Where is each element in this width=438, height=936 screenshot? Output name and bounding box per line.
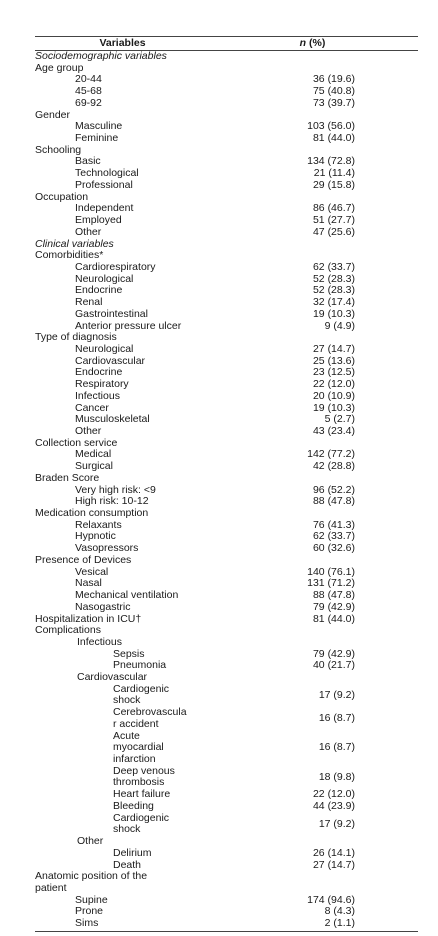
row-value: 79 (42.9) xyxy=(312,647,355,660)
row-label: Braden Score xyxy=(35,471,100,484)
row-value: 62 (33.7) xyxy=(312,530,355,543)
row-label: Complications xyxy=(35,624,101,637)
row-label: Gender xyxy=(35,108,71,121)
row-label: Employed xyxy=(75,214,122,227)
row-label: Anatomic position of the patient xyxy=(35,870,148,894)
row-label: Cardiovascular xyxy=(75,354,146,367)
row-label: Deep venous thrombosis xyxy=(113,764,175,789)
table-row xyxy=(35,766,418,789)
table-row xyxy=(35,918,418,930)
row-value: 42 (28.8) xyxy=(312,460,355,473)
row-label: Heart failure xyxy=(113,788,171,801)
row-value: 81 (44.0) xyxy=(312,612,355,625)
row-label: Endocrine xyxy=(75,284,123,297)
row-value: 134 (72.8) xyxy=(307,155,355,168)
row-label: Age group xyxy=(35,61,84,74)
header-percent: (%) xyxy=(306,37,326,49)
row-value: 16 (8.7) xyxy=(318,712,355,725)
row-label: Infectious xyxy=(75,389,120,402)
row-value: 142 (77.2) xyxy=(307,448,355,461)
row-value: 88 (47.8) xyxy=(312,589,355,602)
row-label: Presence of Devices xyxy=(35,553,132,566)
row-value: 43 (23.4) xyxy=(312,425,355,437)
table-row xyxy=(35,684,418,707)
row-value: 23 (12.5) xyxy=(312,366,355,379)
row-value: 75 (40.8) xyxy=(312,85,355,98)
row-label: Infectious xyxy=(77,635,122,648)
table-row xyxy=(35,731,418,766)
row-label: Comorbidities* xyxy=(35,249,104,262)
row-label: Vasopressors xyxy=(75,542,139,555)
row-label: Masculine xyxy=(75,120,123,133)
row-value: 27 (14.7) xyxy=(312,342,355,355)
row-value: 79 (42.9) xyxy=(312,600,355,613)
table-row xyxy=(35,391,418,403)
row-label: Acute myocardial infarction xyxy=(113,729,164,765)
row-value: 18 (9.8) xyxy=(318,770,355,783)
table-row xyxy=(35,227,418,239)
row-label: Prone xyxy=(75,905,104,918)
row-label: Cardiogenic shock xyxy=(113,811,170,836)
row-label: Sociodemographic variables xyxy=(35,50,167,62)
row-label: Other xyxy=(75,225,102,238)
row-label: Hypnotic xyxy=(75,530,116,543)
table-bottom-rule xyxy=(35,931,418,932)
row-value: 60 (32.6) xyxy=(312,542,355,555)
row-label: Bleeding xyxy=(113,800,154,812)
row-label: Occupation xyxy=(35,190,89,203)
table-row xyxy=(35,848,418,860)
row-value: 32 (17.4) xyxy=(312,296,355,309)
row-value: 103 (56.0) xyxy=(307,120,355,133)
row-label: 20-44 xyxy=(75,73,102,86)
row-value: 25 (13.6) xyxy=(312,354,355,367)
row-label: Technological xyxy=(75,167,139,180)
row-label: Medical xyxy=(75,448,112,461)
table-row xyxy=(35,602,418,614)
row-label: Cancer xyxy=(75,401,109,414)
row-value: 51 (27.7) xyxy=(312,214,355,227)
row-label: Mechanical ventilation xyxy=(75,589,179,602)
row-value: 44 (23.9) xyxy=(312,800,355,812)
table-row xyxy=(35,262,418,274)
row-label: Cardiogenic shock xyxy=(113,682,170,707)
row-label: Schooling xyxy=(35,143,82,156)
row-label: Death xyxy=(113,858,142,871)
table-row xyxy=(35,180,418,192)
row-label: Cardiorespiratory xyxy=(75,260,156,273)
row-value: 52 (28.3) xyxy=(312,272,355,285)
row-label: Vesical xyxy=(75,565,109,578)
row-value: 27 (14.7) xyxy=(312,858,355,871)
row-value: 29 (15.8) xyxy=(312,178,355,191)
table-row xyxy=(35,672,418,684)
row-value: 47 (25.6) xyxy=(312,225,355,238)
row-label: Neurological xyxy=(75,342,134,355)
row-label: Respiratory xyxy=(75,378,129,391)
row-label: Other xyxy=(77,835,104,848)
row-label: Relaxants xyxy=(75,518,122,531)
table-row xyxy=(35,344,418,356)
row-value: 96 (52.2) xyxy=(312,483,355,496)
row-value: 8 (4.3) xyxy=(324,905,355,918)
row-value: 140 (76.1) xyxy=(307,565,355,578)
row-label: Delirium xyxy=(113,846,152,859)
row-value: 17 (9.2) xyxy=(318,688,355,701)
row-value: 36 (19.6) xyxy=(312,73,355,86)
row-value: 20 (10.9) xyxy=(312,389,355,402)
row-label: Nasogastric xyxy=(75,600,131,613)
row-label: Musculoskeletal xyxy=(75,413,150,426)
table-row xyxy=(35,649,418,661)
row-value: 62 (33.7) xyxy=(312,260,355,273)
table-row xyxy=(35,508,418,520)
table-row xyxy=(35,309,418,321)
row-label: Anterior pressure ulcer xyxy=(75,319,182,332)
row-label: Independent xyxy=(75,202,134,215)
row-value: 22 (12.0) xyxy=(312,788,355,801)
table-row xyxy=(35,871,418,894)
row-label: Hospitalization in ICU† xyxy=(35,612,142,625)
row-label: Basic xyxy=(75,155,101,168)
row-label: Medication consumption xyxy=(35,507,149,520)
row-label: Sims xyxy=(75,917,99,930)
header-n: n xyxy=(299,37,307,49)
characteristics-table xyxy=(35,36,418,930)
row-value: 81 (44.0) xyxy=(312,132,355,145)
table-row xyxy=(35,836,418,848)
row-value: 73 (39.7) xyxy=(312,96,355,109)
row-value: 88 (47.8) xyxy=(312,495,355,508)
row-label: Renal xyxy=(75,296,103,309)
table-row xyxy=(35,707,418,730)
row-label: Endocrine xyxy=(75,366,123,379)
row-value: 76 (41.3) xyxy=(312,518,355,531)
row-label: High risk: 10-12 xyxy=(75,495,149,508)
row-value: 26 (14.1) xyxy=(312,846,355,859)
header-variables: Variables xyxy=(99,37,146,49)
row-value: 174 (94.6) xyxy=(307,893,355,906)
row-label: Collection service xyxy=(35,436,118,449)
row-value: 2 (1.1) xyxy=(324,917,355,930)
row-label: Supine xyxy=(75,893,108,906)
row-label: Professional xyxy=(75,178,133,191)
row-label: 69-92 xyxy=(75,96,102,109)
row-value: 131 (71.2) xyxy=(307,577,355,590)
row-value: 16 (8.7) xyxy=(318,741,355,754)
table-row xyxy=(35,801,418,813)
row-value: 21 (11.4) xyxy=(313,167,355,180)
row-label: Feminine xyxy=(75,132,119,145)
row-label: Pneumonia xyxy=(113,659,167,672)
row-label: Clinical variables xyxy=(35,237,114,250)
row-value: 22 (12.0) xyxy=(312,378,355,391)
table-body xyxy=(35,51,418,930)
row-value: 86 (46.7) xyxy=(312,202,355,215)
row-label: Sepsis xyxy=(113,647,145,660)
header-n-percent xyxy=(270,37,355,50)
table-row xyxy=(35,555,418,567)
row-value: 17 (9.2) xyxy=(318,817,355,830)
table-row xyxy=(35,426,418,438)
table-row xyxy=(35,813,418,836)
row-value: 19 (10.3) xyxy=(312,307,355,320)
row-label: Other xyxy=(75,425,102,437)
row-value: 40 (21.7) xyxy=(312,659,355,672)
row-label: Nasal xyxy=(75,577,102,590)
row-label: 45-68 xyxy=(75,85,102,98)
row-label: Cardiovascular xyxy=(77,671,148,684)
row-value: 52 (28.3) xyxy=(312,284,355,297)
table-header xyxy=(35,36,418,51)
table-row xyxy=(35,133,418,145)
row-value: 5 (2.7) xyxy=(324,413,355,426)
row-label: Gastrointestinal xyxy=(75,307,148,320)
row-label: Type of diagnosis xyxy=(35,331,117,344)
table-row xyxy=(35,51,418,63)
table-row xyxy=(35,789,418,801)
row-value: 19 (10.3) xyxy=(312,401,355,414)
row-label: Very high risk: <9 xyxy=(75,483,156,496)
row-label: Cerebrovascula r accident xyxy=(113,706,187,730)
row-label: Neurological xyxy=(75,272,134,285)
row-label: Surgical xyxy=(75,460,113,473)
table-row xyxy=(35,637,418,649)
table-row xyxy=(35,98,418,110)
table-row xyxy=(35,473,418,485)
row-value: 9 (4.9) xyxy=(324,319,355,332)
